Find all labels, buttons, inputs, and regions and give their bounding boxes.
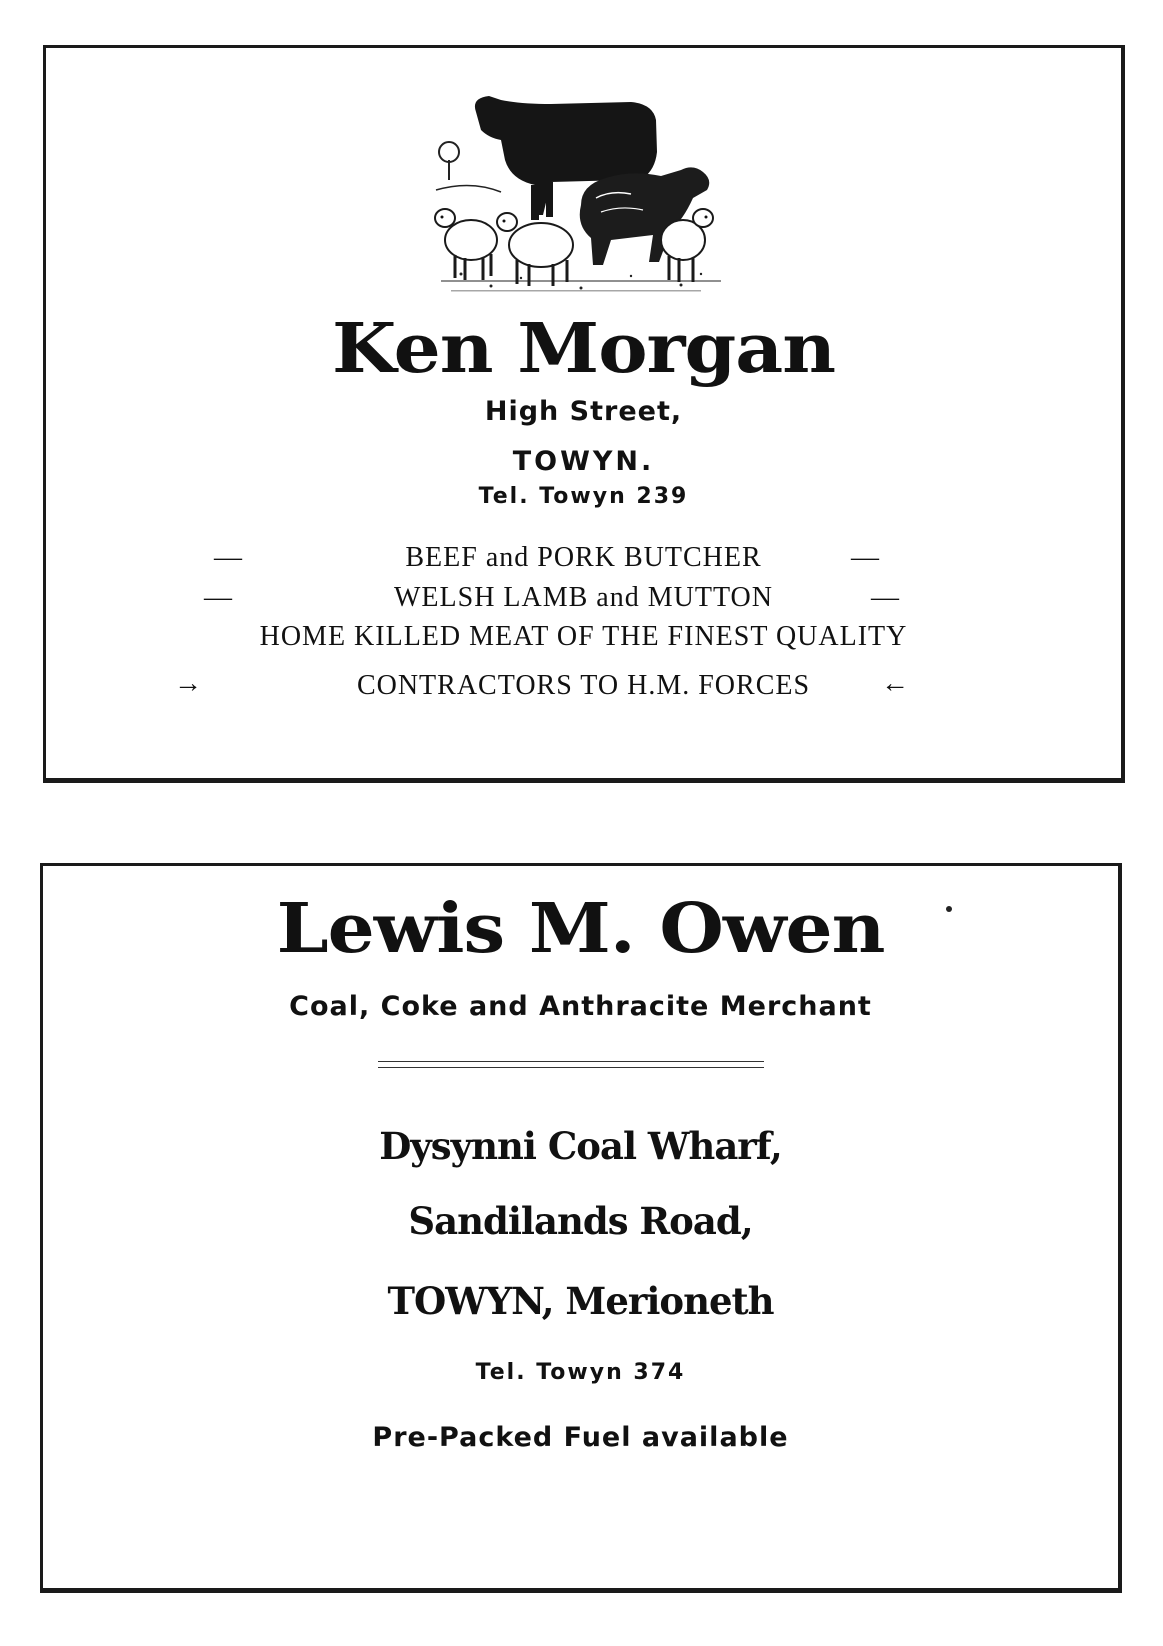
ken-morgan-town: TOWYN. [512, 446, 655, 477]
lewis-owen-advert [40, 863, 1122, 1593]
ken-morgan-name: Ken Morgan [331, 309, 836, 389]
lewis-owen-trade: Coal, Coke and Anthracite Merchant [289, 991, 872, 1022]
service-dash-left: — [214, 542, 242, 573]
ken-morgan-street: High Street, [484, 396, 683, 427]
double-rule-bottom [378, 1067, 764, 1068]
ken-morgan-advert [43, 45, 1125, 783]
livestock-illustration [431, 90, 731, 305]
double-rule-top [378, 1061, 764, 1062]
lewis-owen-town: TOWYN, Merioneth [387, 1279, 774, 1323]
ken-morgan-telephone: Tel. Towyn 239 [478, 484, 689, 509]
lewis-owen-name: Lewis M. Owen [276, 889, 885, 969]
lewis-owen-telephone: Tel. Towyn 374 [475, 1360, 686, 1385]
service-dash-right: — [851, 542, 879, 573]
service-line: HOME KILLED MEAT OF THE FINEST QUALITY [259, 621, 908, 652]
service-dash-left: — [204, 582, 232, 613]
lewis-owen-road: Sandilands Road, [408, 1199, 753, 1243]
service-line: CONTRACTORS TO H.M. FORCES [356, 670, 811, 701]
arrow-left-icon: ← [881, 668, 909, 699]
lewis-owen-note: Pre-Packed Fuel available [372, 1422, 789, 1453]
arrow-right-icon: → [174, 668, 202, 699]
lewis-owen-wharf: Dysynni Coal Wharf, [379, 1124, 782, 1168]
service-dash-right: — [871, 582, 899, 613]
service-line: BEEF and PORK BUTCHER [405, 542, 762, 573]
service-line: WELSH LAMB and MUTTON [393, 582, 773, 613]
